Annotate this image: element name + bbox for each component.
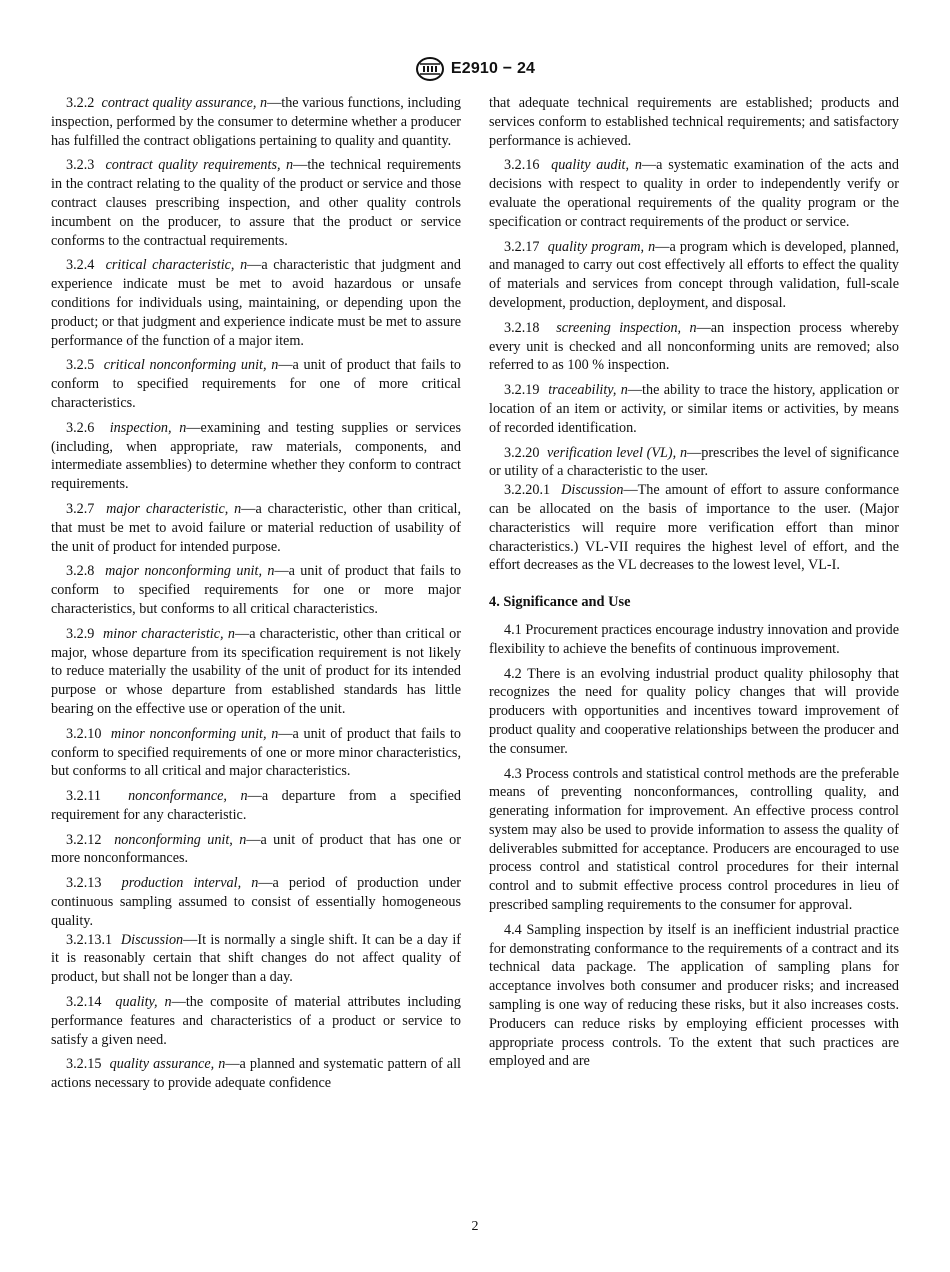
discussion-3-2-20-1: 3.2.20.1 Discussion—The amount of effort to assure conformance can be allocated on the basis of importance to the user. (Major characteristics will require more verification effort than minor characteristics.) VL-VII requires the highest level of effort, and the effort decreases as the VL decreases to the lowest level, VL-I. (489, 482, 899, 574)
standard-designation: E2910 − 24 (450, 60, 536, 77)
paragraph-4-4: 4.4 Sampling inspection by itself is an inefficient industrial practice for demonstrating conformance to the requirements of a contract and its technical data package. The application of sampling plans for acceptance involves both consumer and producer risks; and increased sampling is one way of reducing these risks, but it also increases costs. Producers can reduce risks by employing efficient processes with appropriate process controls. To the extent that such practices are employed and are (489, 921, 899, 1070)
definition-3-2-9: 3.2.9 minor characteristic, n—a characteristic, other than critical or major, whose departure from its specification requirement is not likely to reduce materially the usability of the unit of product for its intended purpose or whose departure from established standards has little bearing on the effective use or operation of the unit. (51, 625, 462, 717)
definition-3-2-12: 3.2.12 nonconforming unit, n—a unit of product that has one or more nonconformances. (51, 831, 461, 867)
paragraph-4-1: 4.1 Procurement practices encourage industry innovation and provide flexibility to achieve the benefits of continuous improvement. (489, 621, 899, 657)
left-column (51, 94, 461, 1099)
definition-3-2-4: 3.2.4 critical characteristic, n—a characteristic that judgment and experience indicate must be met to avoid hazardous or unsafe conditions for individuals using, maintaining, or depending upon the product; or that judgment and experience indicate must be met to assure performance of the function of a major item. (51, 257, 461, 349)
definition-3-2-3: 3.2.3 contract quality requirements, n—the technical requirements in the contract relating to the quality of the product or service and those contract clauses prescribing inspection, and other quality controls incumbent on the producer, to assure that the product or service conforms to the contractual requirements. (51, 157, 461, 249)
definition-3-2-18: 3.2.18 screening inspection, n—an inspection process whereby every unit is checked and all nonconforming units are removed; also referred to as 100 % inspection. (489, 319, 899, 374)
definition-3-2-11: 3.2.11 nonconformance, n—a departure from a specified requirement for any characteristic. (51, 788, 462, 823)
definition-3-2-17: 3.2.17 quality program, n—a program which is developed, planned, and managed to carry out cost effectively all efforts to effect the quality of materials and services from concept through validation, full-scale development, production, deployment, and disposal. (489, 238, 900, 311)
paragraph-4-2: 4.2 There is an evolving industrial product quality philosophy that recognizes the need for quality policy changes that will provide producers with opportunities and incentives toward improvement of product quality and cooperative relationships between the producer and the consumer. (489, 665, 899, 757)
astm-logo-icon (415, 56, 445, 82)
definition-3-2-14: 3.2.14 quality, n—the composite of material attributes including performance features and characteristics of a product or service to satisfy a given need. (51, 994, 461, 1048)
definition-3-2-7: 3.2.7 major characteristic, n—a characteristic, other than critical, that must be met to avoid failure or material reduction of usability of the unit of product for intended purpose. (51, 500, 461, 555)
section-heading: 4. Significance and Use (489, 594, 631, 611)
definition-3-2-20: 3.2.20 verification level (VL), n—prescribes the level of significance or utility of a characteristic to the user. (489, 444, 900, 480)
page-header (0, 56, 950, 82)
definition-3-2-8: 3.2.8 major nonconforming unit, n—a unit of product that fails to conform to specified requirements for one or more major characteristics, but conforms to all critical characteristics. (51, 563, 461, 617)
discussion-3-2-13-1: 3.2.13.1 Discussion—It is normally a single shift. It can be a day if it is reasonably certain that shift changes do not affect quality of product, but shall not be longer than a day. (51, 931, 461, 986)
paragraph-4-3: 4.3 Process controls and statistical control methods are the preferable means of preventing nonconformances, controlling quality, and generating information for improvement. An effective process control system may also be used to provide information to assess the quality of deliverables submitted for acceptance. Producers are encouraged to use process control and statistical control procedures for their internal control and to submit effective process control procedures in lieu of prescribed sampling requirements to the consumer for approval. (489, 765, 899, 914)
definition-3-2-2: 3.2.2 contract quality assurance, n—the various functions, including inspection, performed by the consumer to determine whether a producer has fulfilled the contract obligations pertaining to quality and quantity. (51, 95, 462, 149)
definition-3-2-5: 3.2.5 critical nonconforming unit, n—a unit of product that fails to conform to specified requirements for one of more critical characteristics. (51, 357, 462, 411)
definition-3-2-6: 3.2.6 inspection, n—examining and testing supplies or services (including, when appropriate, raw materials, components, and intermediate assemblies) to determine whether they conform to contract requirements. (51, 419, 461, 493)
definition-3-2-16: 3.2.16 quality audit, n—a systematic examination of the acts and decisions with respect to quality in order to independently verify or evaluate the operational requirements of the quality program or the specification or contract requirements of the product or service. (489, 157, 899, 230)
definition-3-2-13: 3.2.13 production interval, n—a period of production under continuous sampling assumed to consist of essentially homogeneous quality. (51, 875, 461, 929)
definition-3-2-15: 3.2.15 quality assurance, n—a planned and systematic pattern of all actions necessary to provide adequate confidence (51, 1056, 461, 1092)
page-number: 2 (471, 1219, 479, 1234)
definition-3-2-19: 3.2.19 traceability, n—the ability to trace the history, application or location of an item or activity, or similar items or activities, by means of recorded identification. (489, 382, 899, 436)
definition-3-2-10: 3.2.10 minor nonconforming unit, n—a unit of product that fails to conform to specified requirements of one or more minor characteristics, but conforms to all critical and major characteristics. (51, 725, 462, 780)
right-column (489, 94, 899, 1077)
definition-3-2-15-continued: that adequate technical requirements are established; products and services conform to established technical requirements; and satisfactory performance is achieved. (489, 95, 899, 149)
